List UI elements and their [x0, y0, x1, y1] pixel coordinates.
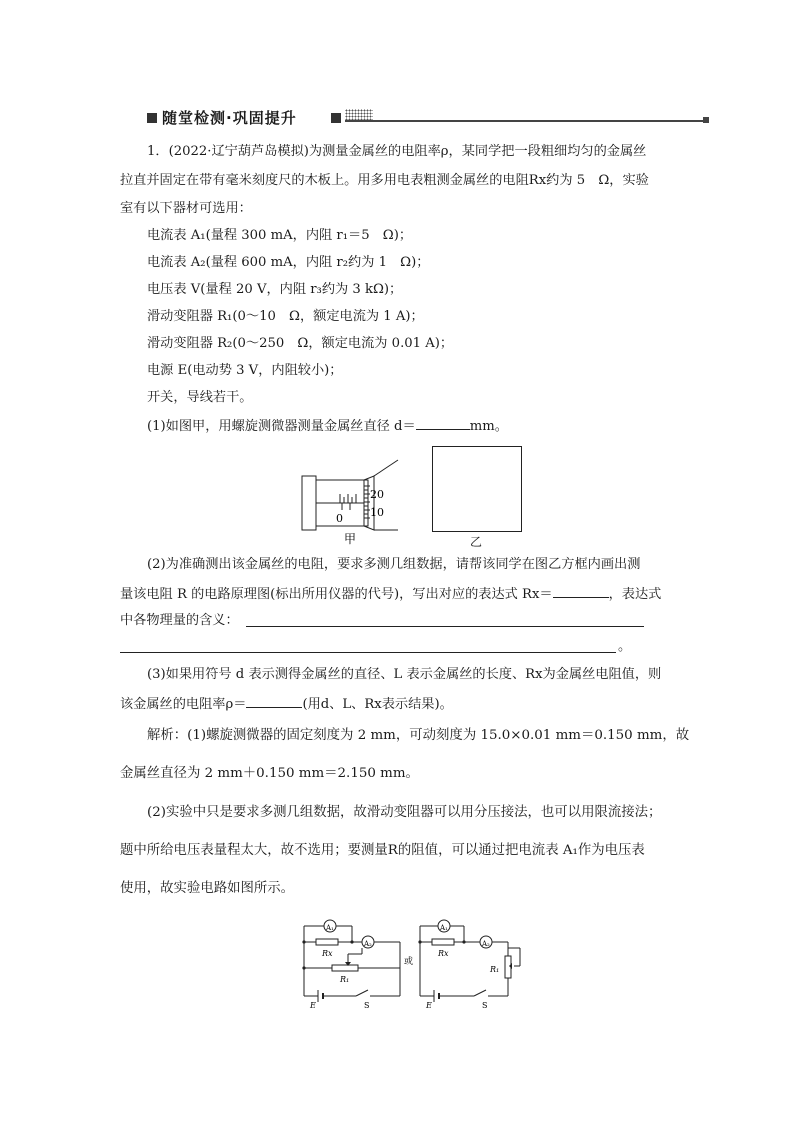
solution-line: 解析：(1)螺旋测微器的固定刻度为 2 mm，可动刻度为 15.0×0.01 mm＝0.150 mm，故 [147, 728, 690, 743]
question-2-line-1: (2)为准确测出该金属丝的电阻，要求多测几组数据，请帮该同学在图乙方框内画出测 [147, 557, 641, 572]
equipment-item: 滑动变阻器 R₁(0～10 Ω，额定电流为 1 A)； [147, 309, 424, 324]
answer-box-yi[interactable] [432, 446, 522, 532]
question-2-line-3: 中各物理量的含义： [120, 613, 239, 628]
equipment-item: 电压表 V(量程 20 V，内阻 r₃约为 3 kΩ)； [147, 282, 403, 297]
label-a2-left: A₂ [364, 940, 372, 948]
scale-label-20: 20 [370, 488, 384, 501]
equipment-item: 电源 E(电动势 3 V，内阻较小)； [147, 363, 343, 378]
equipment-item: 开关，导线若干。 [147, 390, 253, 405]
answer-blank-rho[interactable] [246, 693, 302, 708]
question-1 [147, 415, 508, 437]
question-3-line-2 [120, 693, 453, 715]
question-1-unit: mm。 [469, 419, 508, 434]
micrometer-figure [298, 442, 404, 546]
scale-label-0: 0 [336, 512, 343, 525]
header-square-right [331, 113, 341, 123]
label-e-right: E [426, 1001, 432, 1010]
question-2-text: 量该电阻 R 的电路原理图(标出所用仪器的代号)，写出对应的表达式 Rx＝ [120, 587, 553, 602]
solution-line: 使用，故实验电路如图所示。 [120, 881, 295, 896]
circuit-right [420, 920, 520, 1002]
equipment-item: 电流表 A₂(量程 600 mA，内阻 r₂约为 1 Ω)； [147, 255, 430, 270]
label-r1-right: R₁ [490, 965, 500, 974]
resistor-rx [432, 939, 454, 945]
label-a1-right: A₁ [440, 924, 448, 932]
label-s-left: S [364, 1001, 370, 1010]
question-3-line-1: (3)如果用符号 d 表示测得金属丝的直径、L 表示金属丝的长度、Rx为金属丝电阻值，则 [147, 667, 662, 682]
label-e-left: E [310, 1001, 316, 1010]
label-r1-left: R₁ [340, 975, 350, 984]
micrometer-thimble [364, 476, 374, 530]
resistor-rx [316, 939, 338, 945]
question-3-text: 该金属丝的电阻率ρ＝ [120, 697, 247, 712]
header-square-left [147, 113, 157, 123]
answer-line-meaning-2[interactable] [120, 652, 616, 653]
question-2-text-tail: ，表达式 [608, 587, 662, 602]
question-2-end: 。 [618, 639, 632, 654]
label-rx-right: Rx [438, 949, 449, 958]
section-header [147, 108, 709, 130]
problem-intro-line-1: 1．(2022·辽宁葫芦岛模拟)为测量金属丝的电阻率ρ，某同学把一段粗细均匀的金属丝 [147, 144, 647, 159]
question-1-text: (1)如图甲，用螺旋测微器测量金属丝直径 d＝ [147, 419, 416, 434]
micrometer-anvil [302, 476, 316, 530]
question-3-text-tail: (用d、L、Rx表示结果)。 [302, 697, 453, 712]
rheostat-r1 [332, 965, 358, 971]
scale-label-10: 10 [370, 506, 384, 519]
label-rx-left: Rx [322, 949, 333, 958]
label-a2-right: A₂ [482, 940, 490, 948]
section-title: 随堂检测·巩固提升 [162, 109, 297, 127]
header-rule-end [703, 117, 709, 123]
answer-blank-d[interactable] [416, 415, 470, 430]
answer-blank-rx[interactable] [553, 583, 609, 598]
circuit-diagrams [296, 912, 536, 1010]
solution-line: 题中所给电压表量程太大，故不选用；要测量R的阻值，可以通过把电流表 A₁作为电压表 [120, 843, 645, 858]
circuit-left [304, 920, 400, 1002]
solution-line: (2)实验中只是要求多测几组数据，故滑动变阻器可以用分压接法，也可以用限流接法； [147, 805, 662, 820]
label-s-right: S [482, 1001, 488, 1010]
solution-line: 金属丝直径为 2 mm＋0.150 mm＝2.150 mm。 [120, 766, 419, 781]
equipment-item: 滑动变阻器 R₂(0～250 Ω，额定电流为 0.01 A)； [147, 336, 454, 351]
figure-label-jia: 甲 [344, 532, 357, 546]
switch-s [356, 990, 368, 996]
or-label: 或 [404, 957, 414, 967]
equipment-item: 电流表 A₁(量程 300 mA，内阻 r₁＝5 Ω)； [147, 228, 413, 243]
switch-s [474, 990, 486, 996]
figure-label-yi: 乙 [470, 535, 483, 549]
problem-intro-line-2: 拉直并固定在带有毫米刻度尺的木板上。用多用电表粗测金属丝的电阻Rx约为 5 Ω，实验 [120, 173, 649, 188]
question-2-line-2 [120, 583, 661, 605]
header-rule [345, 120, 703, 122]
micrometer-frame-top [374, 460, 398, 476]
label-a1-left: A₁ [326, 924, 334, 932]
answer-line-meaning-1[interactable] [246, 626, 644, 627]
problem-intro-line-3: 室有以下器材可选用： [120, 201, 252, 216]
